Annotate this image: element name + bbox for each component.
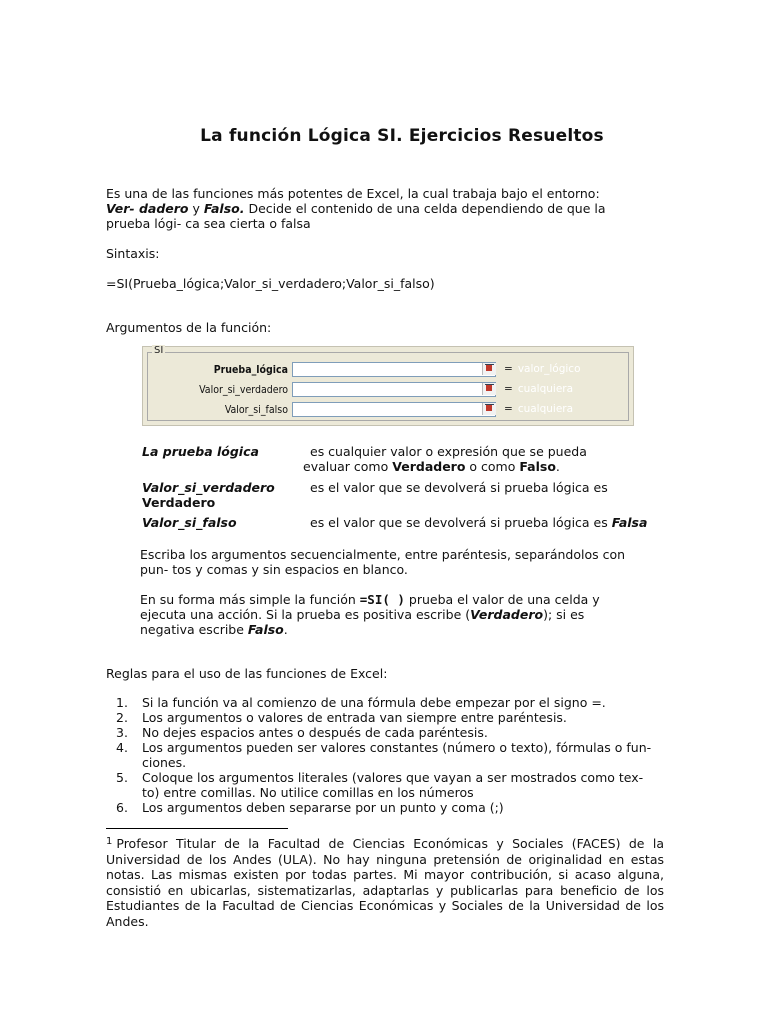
list-item: 5. Coloque los argumentos literales (valores que vayan a ser mostrados como tex- to) entre comillas. No utilice comillas en los números: [116, 770, 644, 800]
arg-desc: es el valor que se devolverá si prueba lógica es: [310, 480, 608, 495]
ver-dadero-term: Ver- dadero: [106, 201, 189, 216]
si-group-box: [147, 345, 629, 421]
dialog-result: = valor_lógico: [504, 363, 581, 375]
syntax-formula: =SI(Prueba_lógica;Valor_si_verdadero;Valor_si_falso): [106, 276, 435, 291]
footnote-mark: 1: [106, 836, 113, 847]
rules-list: [106, 695, 658, 815]
collapse-dialog-icon[interactable]: [482, 383, 496, 395]
collapse-dialog-icon[interactable]: [482, 363, 496, 375]
para2-line2: ejecuta una acción. Si la prueba es positiva escribe (Verdadero); si es: [140, 607, 585, 622]
function-arguments-dialog: [142, 346, 634, 426]
intro-line-2: [106, 201, 636, 216]
collapse-dialog-icon[interactable]: [482, 403, 496, 415]
dialog-label: Prueba_lógica: [213, 364, 288, 376]
para1-line1: Escriba los argumentos secuencialmente, entre paréntesis, separándolos con: [140, 547, 626, 562]
reglas-label: Reglas para el uso de las funciones de Excel:: [106, 666, 388, 681]
prueba-logica-input[interactable]: [292, 362, 496, 377]
list-item: 2. Los argumentos o valores de entrada van siempre entre paréntesis.: [116, 710, 567, 725]
falso-term: Falso.: [203, 201, 245, 216]
arg-name-valor-si-falso: Valor_si_falso: [142, 515, 237, 530]
dialog-row-valor-si-falso: [148, 401, 628, 419]
footnote-text: Profesor Titular de la Facultad de Ciencias Económicas y Sociales (FACES) de la Universidad de los Andes (ULA). No hay ninguna pretensión de originalidad en estas notas. Las mismas existen por todas partes. Mi mayor contribución, si acaso alguna, consistió en ubicarlas, sistematizarlas, adaptarlas y publicarlas para beneficio de los Estudiantes de la Facultad de Ciencias Económicas y Sociales de la Universidad de los Andes.: [106, 836, 664, 929]
dialog-result: = cualquiera: [504, 383, 574, 395]
paragraph-forma-simple: [140, 592, 660, 637]
para2-line3: negativa escribe Falso.: [140, 622, 288, 637]
intro-y: y: [188, 201, 204, 216]
arg-desc-line2: evaluar como Verdadero o como Falso.: [303, 459, 560, 474]
intro-line-3: prueba lógi- ca sea cierta o falsa: [106, 216, 311, 231]
arg-desc: es el valor que se devolverá si prueba lógica es Falsa: [310, 515, 648, 530]
group-label: SI: [154, 345, 164, 356]
dialog-row-prueba-logica: [148, 361, 628, 379]
page-title: La función Lógica SI. Ejercicios Resueltos: [200, 126, 604, 146]
list-item: 3. No dejes espacios antes o después de cada paréntesis.: [116, 725, 488, 740]
intro-line-2-rest: Decide el contenido de una celda dependiendo de que la: [244, 201, 606, 216]
list-item: 1. Si la función va al comienzo de una fórmula debe empezar por el signo =.: [116, 695, 606, 710]
dialog-label: Valor_si_verdadero: [199, 384, 288, 396]
list-item: 4. Los argumentos pueden ser valores constantes (número o texto), fórmulas o fun- ciones.: [116, 740, 652, 770]
arg-name-prueba-logica: La prueba lógica: [142, 444, 259, 459]
para2-line1: En su forma más simple la función =SI( ) prueba el valor de una celda y: [140, 592, 600, 607]
dialog-result: = cualquiera: [504, 403, 574, 415]
paragraph-secuencial: [140, 547, 660, 577]
dialog-row-valor-si-verdadero: [148, 381, 628, 399]
list-item: 6. Los argumentos deben separarse por un punto y coma (;): [116, 800, 504, 815]
intro-line-1: Es una de las funciones más potentes de Excel, la cual trabaja bajo el entorno:: [106, 186, 600, 201]
para1-line2: pun- tos y comas y sin espacios en blanco.: [140, 562, 408, 577]
sintaxis-label: Sintaxis:: [106, 246, 160, 261]
arg-desc: es cualquier valor o expresión que se pueda: [310, 444, 587, 459]
arg-name-valor-si-verdadero: Valor_si_verdadero: [142, 480, 275, 495]
valor-si-verdadero-input[interactable]: [292, 382, 496, 397]
intro-paragraph: [106, 186, 636, 231]
dialog-label: Valor_si_falso: [224, 404, 288, 416]
footnote: [106, 836, 664, 929]
footnote-divider: [106, 828, 288, 829]
arg-desc-line2: Verdadero: [142, 495, 216, 510]
argumentos-label: Argumentos de la función:: [106, 320, 272, 335]
valor-si-falso-input[interactable]: [292, 402, 496, 417]
